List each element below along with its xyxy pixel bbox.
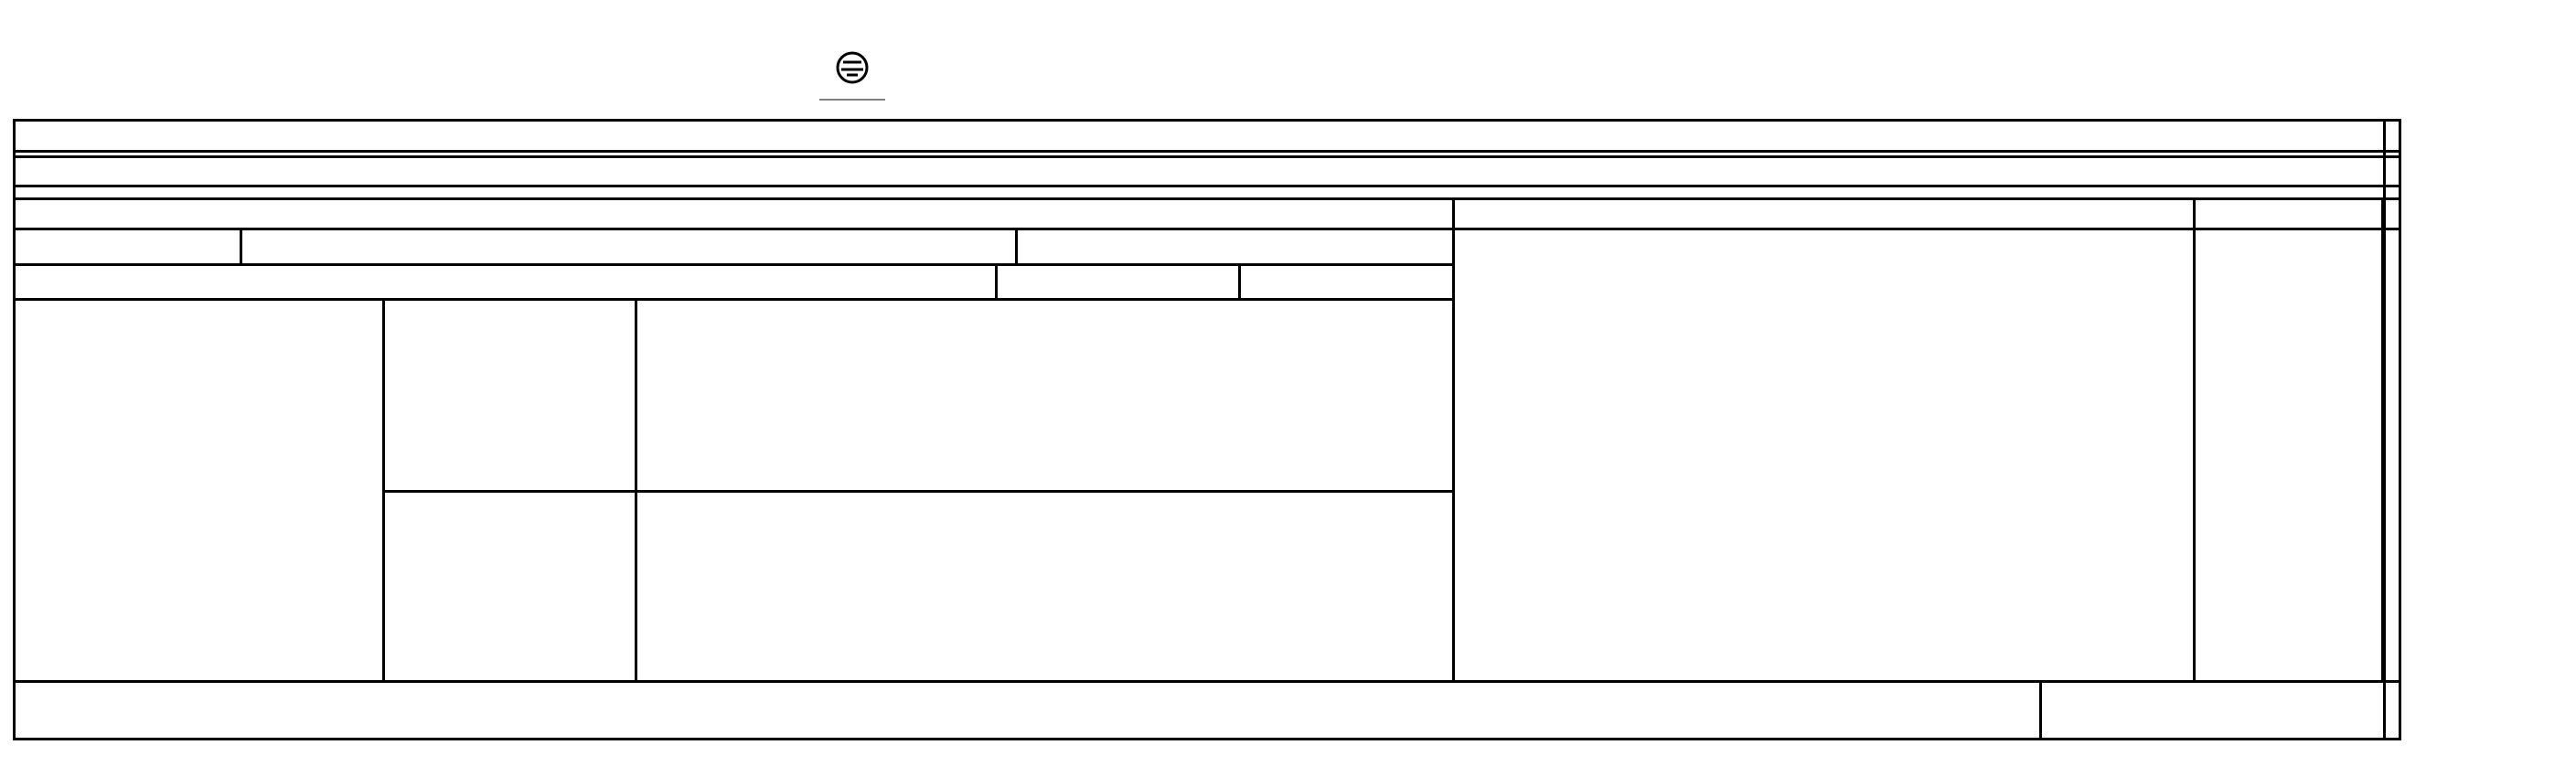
certipostal-logo (807, 49, 898, 106)
label-frame (13, 119, 2401, 740)
certipostal-logo-icon (807, 49, 898, 106)
barcode (1492, 49, 2224, 113)
